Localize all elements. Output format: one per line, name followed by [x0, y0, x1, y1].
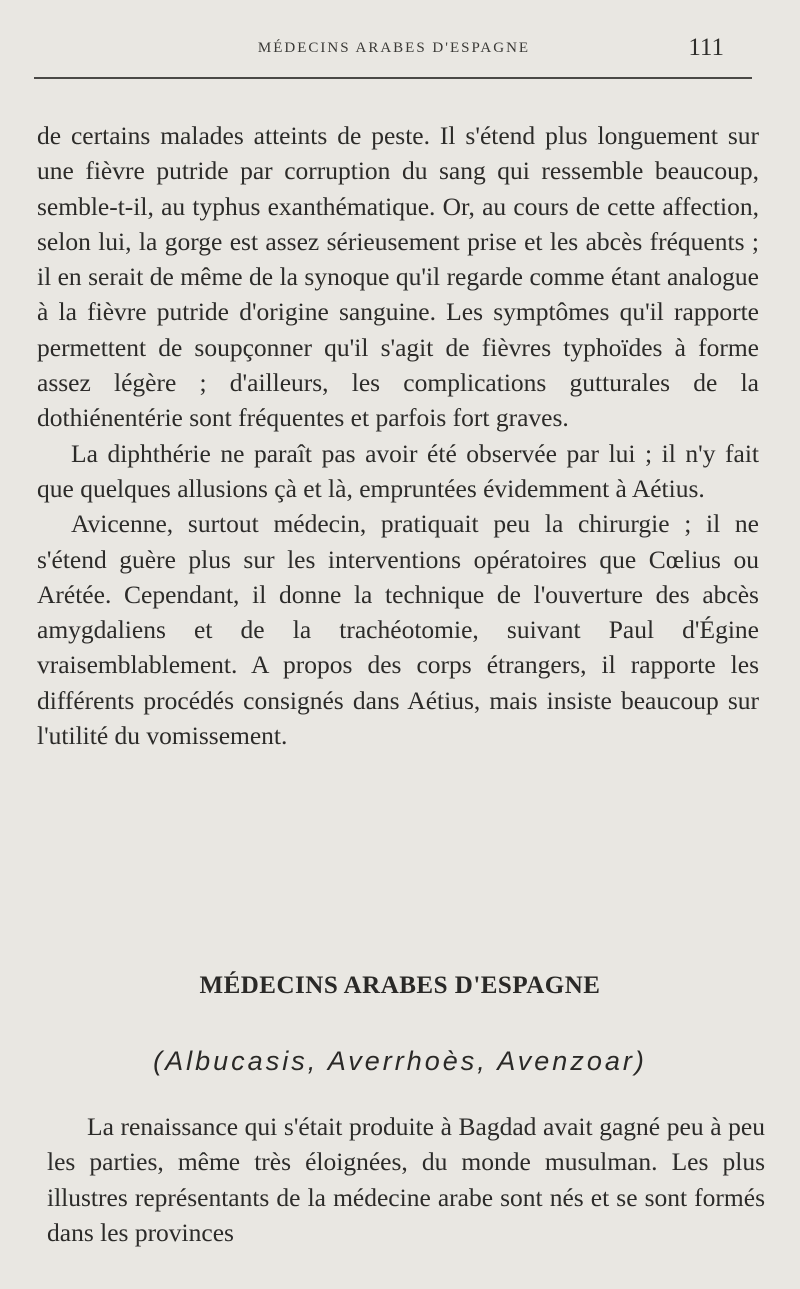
paragraph-diphtheria: La diphthérie ne paraît pas avoir été observée par lui ; il n'y fait que quelques allusions çà et là, empruntées évidemment à Aétius.	[37, 438, 759, 503]
running-title: MÉDECINS ARABES D'ESPAGNE	[257, 40, 531, 56]
running-header	[36, 30, 752, 70]
paragraph-continuation: de certains malades atteints de peste. Il s'étend plus longuement sur une fièvre putride par corruption du sang qui ressemble beaucoup, semble-t-il, au typhus exanthématique. Or, au cours de cette affection, selon lui, la gorge est assez sérieusement prise et les abcès fréquents ; il en serait de même de la synoque qu'il regarde comme étant analogue à la fièvre putride d'origine sanguine. Les symptômes qu'il rapporte permettent de soupçonner qu'il s'agit de fièvres typhoïdes à forme assez légère ; d'ailleurs, les complications gutturales de la dothiénentérie sont fréquentes et parfois fort graves.	[37, 121, 759, 433]
header-rule	[34, 77, 752, 79]
paragraph-avicenne: Avicenne, surtout médecin, pratiquait peu la chirurgie ; il ne s'étend guère plus sur les interventions opératoires que Cœlius ou Arétée. Cependant, il donne la technique de l'ouverture des abcès amygdaliens et de la trachéotomie, suivant Paul d'Égine vraisemblablement. A propos des corps étrangers, il rapporte les différents procédés consignés dans Aétius, mais insiste beaucoup sur l'utilité du vomissement.	[37, 509, 759, 751]
section-body-text	[47, 1109, 765, 1250]
section-subtitle: (Albucasis, Averrhoès, Avenzoar)	[153, 1046, 647, 1076]
section-heading: MÉDECINS ARABES D'ESPAGNE	[199, 972, 601, 999]
paragraph-renaissance: La renaissance qui s'était produite à Bagdad avait gagné peu à peu les parties, même très éloignées, du monde musulman. Les plus illustres représentants de la médecine arabe sont nés et se sont formés dans les provinces	[47, 1112, 765, 1247]
page-number: 111	[688, 34, 724, 61]
body-text	[37, 118, 759, 753]
